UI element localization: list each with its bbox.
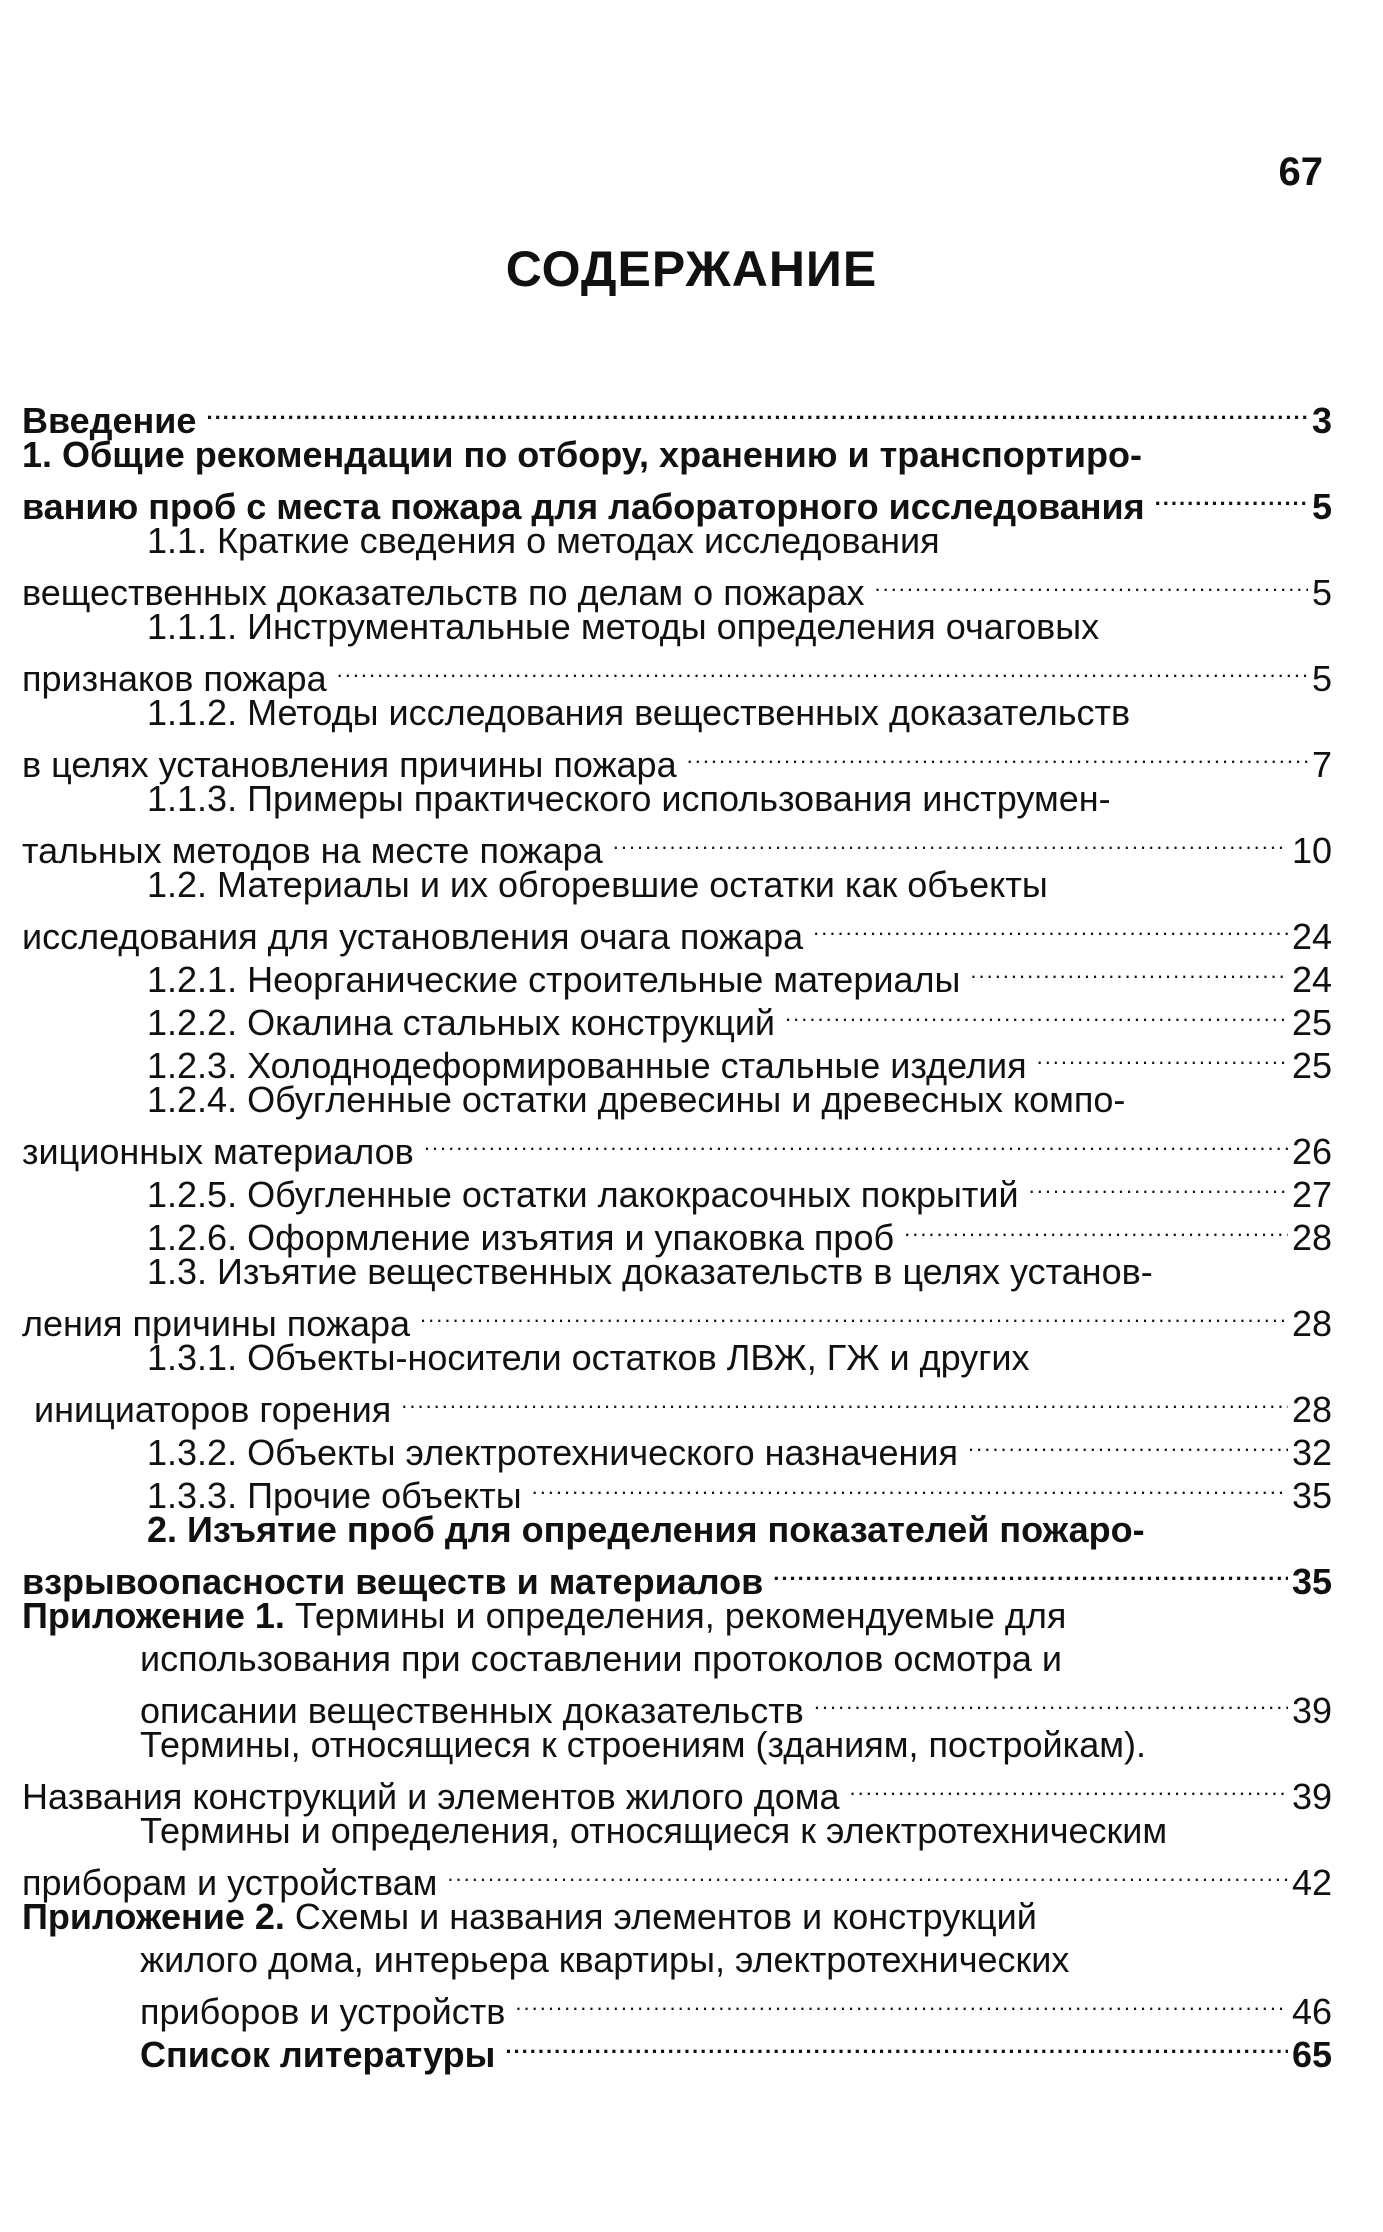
- toc-page-number: 7: [1311, 744, 1332, 785]
- toc-entry-text: 1.2.5. Обугленные остатки лакокрасочных покрытий: [147, 1174, 1019, 1215]
- toc-page-number: 42: [1291, 1862, 1332, 1903]
- toc-entry: [22, 1078, 1332, 1121]
- toc-page-number: 39: [1291, 1690, 1332, 1731]
- toc-entry-text: Термины, относящиеся к строениям (зданиям, постройкам).: [140, 1724, 1146, 1765]
- toc-entry: [22, 1895, 1332, 1938]
- toc-entry: [22, 1594, 1332, 1637]
- toc-entry: [22, 390, 1332, 441]
- toc-entry: [22, 1938, 1332, 1981]
- toc-entry-text: инициаторов горения: [34, 1389, 392, 1430]
- toc-entry-text: Схемы и названия элементов и конструкций: [284, 1896, 1037, 1937]
- toc-entry-text: Список литературы: [140, 2034, 496, 2075]
- toc-page-number: 5: [1311, 486, 1332, 527]
- toc-entry-text: 1.2.1. Неорганические строительные материалы: [147, 959, 961, 1000]
- toc-entry-text: признаков пожара: [22, 658, 327, 699]
- toc-entry-text: 1.2.6. Оформление изъятия и упаковка проб: [147, 1217, 895, 1258]
- appendix-label: Приложение 1.: [22, 1595, 285, 1636]
- toc-entry: [22, 1293, 1332, 1344]
- toc-entry: [22, 1723, 1332, 1766]
- toc-entry-text: Термины и определения, относящиеся к электротехническим: [140, 1810, 1168, 1851]
- dot-leader: [874, 562, 1308, 605]
- toc-entry-text: 1.2.2. Окалина стальных конструкций: [147, 1002, 776, 1043]
- toc-page-number: 39: [1291, 1776, 1332, 1817]
- page-number: 67: [1278, 150, 1323, 194]
- toc-entry-text: 1.1.3. Примеры практического использования инструмен-: [147, 778, 1111, 819]
- toc-entry: [22, 1637, 1332, 1680]
- dot-leader: [337, 648, 1308, 691]
- toc-page-number: 32: [1291, 1432, 1332, 1473]
- toc-page-number: 28: [1291, 1217, 1332, 1258]
- toc-entry: [22, 777, 1332, 820]
- toc-entry-text: 1. Общие рекомендации по отбору, хранению и транспортиро-: [22, 434, 1142, 475]
- dot-leader: [420, 1293, 1288, 1336]
- toc-entry-text: использования при составлении протоколов осмотра и: [140, 1638, 1062, 1679]
- toc-entry: [22, 906, 1332, 957]
- dot-leader: [785, 992, 1288, 1035]
- toc-entry: [22, 1551, 1332, 1602]
- toc-entry-text: тальных методов на месте пожара: [22, 830, 603, 871]
- toc-entry: [22, 734, 1332, 785]
- toc-page-number: 27: [1291, 1174, 1332, 1215]
- toc-page-number: 65: [1291, 2034, 1332, 2075]
- toc-entry-text: 1.3. Изъятие вещественных доказательств в целях установ-: [147, 1251, 1153, 1292]
- toc-page-number: 5: [1311, 572, 1332, 613]
- toc-entry: [22, 1508, 1332, 1551]
- toc-entry-text: описании вещественных доказательств: [140, 1690, 804, 1731]
- toc-page-number: 28: [1291, 1389, 1332, 1430]
- toc-entry: [22, 691, 1332, 734]
- toc-entry-text: Введение: [22, 400, 197, 441]
- toc-entry-text: вещественных доказательств по делам о пожарах: [22, 572, 865, 613]
- dot-leader: [1155, 476, 1308, 519]
- dot-leader: [613, 820, 1288, 863]
- toc-entry-text: 1.1.2. Методы исследования вещественных доказательств: [147, 692, 1131, 733]
- dot-leader: [970, 949, 1288, 992]
- toc-entry: [22, 863, 1332, 906]
- toc-entry-text: ванию проб с места пожара для лабораторного исследования: [22, 486, 1145, 527]
- toc-entry-text: 1.1. Краткие сведения о методах исследования: [147, 520, 940, 561]
- table-of-contents: [22, 390, 1332, 2075]
- toc-entry-text: взрывоопасности веществ и материалов: [22, 1561, 764, 1602]
- toc-entry: [22, 605, 1332, 648]
- toc-entry-text: 1.2.4. Обугленные остатки древесины и древесных компо-: [147, 1079, 1126, 1120]
- toc-page-number: 35: [1291, 1561, 1332, 1602]
- toc-entry-text: 1.3.3. Прочие объекты: [147, 1475, 522, 1516]
- toc-entry: [22, 562, 1332, 613]
- toc-entry: [22, 1981, 1332, 2032]
- dot-leader: [1029, 1164, 1288, 1207]
- toc-entry: [22, 1809, 1332, 1852]
- toc-entry: [22, 1766, 1332, 1817]
- toc-entry: [22, 1250, 1332, 1293]
- appendix-label: Приложение 2.: [22, 1896, 285, 1937]
- dot-leader: [813, 906, 1288, 949]
- toc-entry: [22, 476, 1332, 527]
- dot-leader: [505, 2024, 1288, 2067]
- dot-leader: [424, 1121, 1288, 1164]
- toc-entry: [22, 433, 1332, 476]
- toc-entry-text: жилого дома, интерьера квартиры, электротехнических: [140, 1939, 1070, 1980]
- toc-entry-text: зиционных материалов: [22, 1131, 414, 1172]
- toc-page-number: 10: [1291, 830, 1332, 871]
- toc-page-number: 46: [1291, 1991, 1332, 2032]
- toc-entry-text: 1.1.1. Инструментальные методы определения очаговых: [147, 606, 1100, 647]
- toc-page-number: 3: [1311, 400, 1332, 441]
- toc-entry-text: 1.2. Материалы и их обгоревшие остатки как объекты: [147, 864, 1048, 905]
- dot-leader: [773, 1551, 1288, 1594]
- toc-page-number: 25: [1291, 1002, 1332, 1043]
- toc-entry-text: приборов и устройств: [140, 1991, 506, 2032]
- dot-leader: [687, 734, 1308, 777]
- dot-leader: [515, 1981, 1288, 2024]
- toc-page-number: 35: [1291, 1475, 1332, 1516]
- toc-page-number: 26: [1291, 1131, 1332, 1172]
- toc-page-number: 28: [1291, 1303, 1332, 1344]
- toc-page-number: 5: [1311, 658, 1332, 699]
- dot-leader: [850, 1766, 1288, 1809]
- toc-entry: [22, 1121, 1332, 1172]
- toc-page-number: 24: [1291, 959, 1332, 1000]
- toc-entry-text: 2. Изъятие проб для определения показателей пожаро-: [147, 1509, 1145, 1550]
- toc-entry: [22, 648, 1332, 699]
- toc-entry-text: исследования для установления очага пожара: [22, 916, 804, 957]
- toc-page-number: 25: [1291, 1045, 1332, 1086]
- dot-leader: [532, 1465, 1288, 1508]
- toc-entry-text: приборам и устройствам: [22, 1862, 438, 1903]
- toc-entry-text: 1.3.1. Объекты-носители остатков ЛВЖ, ГЖ и других: [147, 1337, 1030, 1378]
- toc-entry-text: 1.3.2. Объекты электротехнического назначения: [147, 1432, 959, 1473]
- toc-entry-text: 1.2.3. Холоднодеформированные стальные изделия: [147, 1045, 1027, 1086]
- toc-entry-text: ления причины пожара: [22, 1303, 411, 1344]
- dot-leader: [904, 1207, 1288, 1250]
- dot-leader: [206, 390, 1308, 433]
- dot-leader: [401, 1379, 1288, 1422]
- toc-entry-text: в целях установления причины пожара: [22, 744, 677, 785]
- page-title: СОДЕРЖАНИЕ: [505, 241, 878, 297]
- toc-page-number: 24: [1291, 916, 1332, 957]
- toc-entry: [22, 1680, 1332, 1731]
- toc-entry: [22, 1336, 1332, 1379]
- dot-leader: [968, 1422, 1288, 1465]
- toc-entry: [22, 1852, 1332, 1903]
- toc-entry-text: Названия конструкций и элементов жилого дома: [22, 1776, 840, 1817]
- toc-entry: [22, 1379, 1332, 1430]
- dot-leader: [814, 1680, 1288, 1723]
- toc-entry-text: Термины и определения, рекомендуемые для: [284, 1595, 1067, 1636]
- toc-entry: [22, 820, 1332, 871]
- dot-leader: [447, 1852, 1288, 1895]
- dot-leader: [1037, 1035, 1288, 1078]
